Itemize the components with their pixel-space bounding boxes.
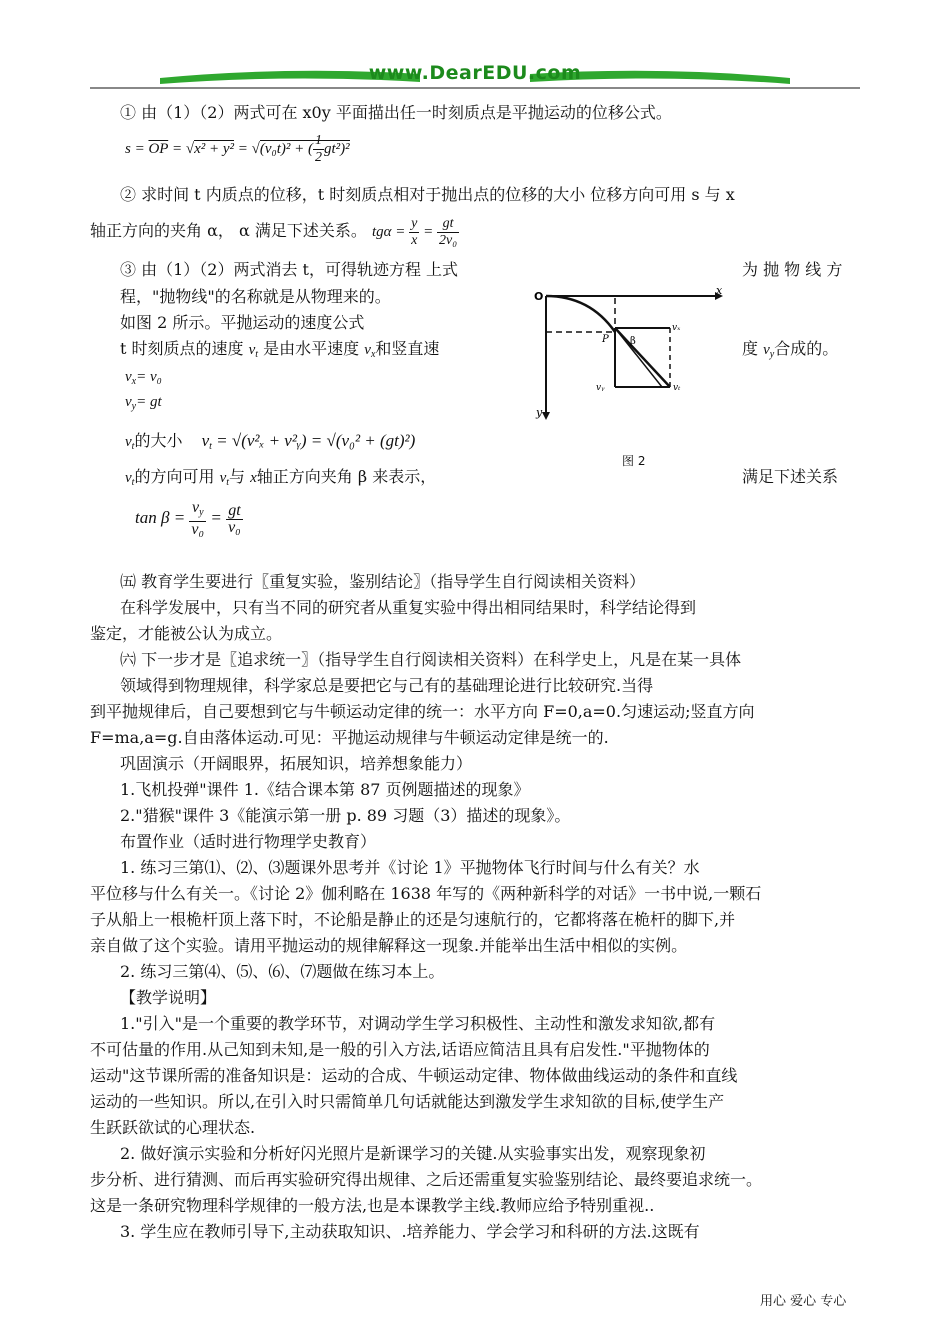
text-line: 这是一条研究物理科学规律的一般方法,也是本课教学主线.教师应给予特别重视.. xyxy=(90,1196,655,1215)
text-line: 满足下述关系 xyxy=(742,467,839,486)
formula-tan-beta: tan β = $\frac{v_y}{\text{v₀}}$ = $\frac{gt}{\text{v₀}}$ xyxy=(135,499,241,538)
text-line xyxy=(90,216,459,249)
text-line: 2. 练习三第⑷、⑸、⑹、⑺题做在练习本上。 xyxy=(120,962,445,981)
header-banner xyxy=(90,60,860,94)
formula-part: = gt xyxy=(136,394,162,410)
text-line: 到平抛规律后，自己要想到它与牛顿运动定律的统一：水平方向 F=0,a=0.匀速运动;竖直方向 xyxy=(90,702,755,721)
text-line xyxy=(125,466,436,494)
section-heading: 【教学说明】 xyxy=(120,988,217,1007)
beta-label: β xyxy=(630,336,636,347)
text-span: 轴正方向的夹角 α， α 满足下述关系。 xyxy=(90,220,367,240)
fraction-num: gt xyxy=(437,216,459,233)
footer-slogan: 用心 爱心 专心 xyxy=(760,1294,847,1309)
text-span: t 时刻质点的速度 xyxy=(120,339,244,358)
formula-displacement: $s = \overline{OP} = √x^2 + y^2 = √(v_0t)^2$ + ( $\frac{1}{2}$ gt²)² xyxy=(125,133,350,165)
fraction xyxy=(226,503,243,536)
fraction-den: 2v₀ xyxy=(438,233,458,248)
fraction-den: x xyxy=(411,233,418,248)
text-line: F=ma,a=g.自由落体运动.可见：平抛运动规律与牛顿运动定律是统一的. xyxy=(90,728,609,747)
formula-part: (v₀t)² + ( xyxy=(259,140,314,157)
formula-part: tan β = xyxy=(135,507,190,527)
text-line: ㈥ 下一步才是〖追求统一〗（指导学生自行阅读相关资料）在科学史上，凡是在某一具体 xyxy=(120,650,742,669)
formula-part: s = xyxy=(125,140,149,157)
text-span: 度 xyxy=(742,339,759,358)
trajectory-diagram xyxy=(530,282,730,472)
text-span: 与 xyxy=(229,467,246,486)
text-line: 为 抛 物 线 方 xyxy=(742,260,843,279)
site-logo[interactable]: www.DearEDU.com xyxy=(368,62,582,84)
fraction-num: gt xyxy=(226,503,243,520)
var-vt: $v_t$ xyxy=(248,342,259,360)
fraction xyxy=(409,216,419,249)
vt-label: vₜ xyxy=(673,383,681,393)
text-line: 1."引入"是一个重要的教学环节，对调动学生学习积极性、主动性和激发求知欲,都有 xyxy=(120,1014,716,1033)
text-line: 如图 2 所示。平抛运动的速度公式 xyxy=(120,313,365,332)
var-vt: $v_t$ xyxy=(219,470,230,488)
figure-caption: 图 2 xyxy=(622,454,646,468)
text-span: 合成的。 xyxy=(774,339,839,358)
formula-part: $\overline{OP}$ xyxy=(148,140,169,157)
var-vt: $v_t$ xyxy=(125,434,135,452)
text-line: ① 由（1）（2）两式可在 x0y 平面描出任一时刻质点是平抛运动的位移公式。 xyxy=(120,103,672,122)
text-line: 不可估量的作用.从己知到未知,是一般的引入方法,话语应简洁且具有启发性."平抛物体的 xyxy=(90,1040,710,1059)
formula-part: tgα = xyxy=(371,223,410,240)
text-line: 1.飞机投弹"课件 1.《结合课本第 87 页例题描述的现象》 xyxy=(120,780,530,799)
text-line: 巩固演示（开阔眼界，拓展知识，培养想象能力） xyxy=(120,754,473,773)
text-line xyxy=(742,338,838,366)
formula-part: x² + y² xyxy=(194,140,234,157)
text-line: 运动的一些知识。所以,在引入时只需简单几句话就能达到激发学生求知欲的目标,使学生产 xyxy=(90,1092,725,1111)
text-line: 鉴定，才能被公认为成立。 xyxy=(90,624,283,643)
vx-label: vₓ xyxy=(672,323,681,333)
text-line: 生跃跃欲试的心理状态. xyxy=(90,1118,256,1137)
formula-vt-magnitude: $v_t = √(v^2_x$ + v²ᵧ) = √(v₀² + (gt)²) xyxy=(201,431,416,452)
x-axis-label: x xyxy=(716,284,723,297)
text-line: 2."猎猴"课件 3《能演示第一册 p. 89 习题（3）描述的现象》。 xyxy=(120,806,571,825)
text-line: ② 求时间 t 内质点的位移，t 时刻质点相对于抛出点的位移的大小 位移方向可用 s 与 x xyxy=(120,185,735,204)
text-line: 2. 做好演示实验和分析好闪光照片是新课学习的关键.从实验事实出发，观察现象初 xyxy=(120,1144,706,1163)
text-span: 是由水平速度 xyxy=(263,339,360,358)
text-line: 1. 练习三第⑴、⑵、⑶题课外思考并《讨论 1》平抛物体飞行时间与什么有关？水 xyxy=(120,858,700,877)
point-label: P xyxy=(602,334,609,345)
text-line: 子从船上一根桅杆顶上落下时，不论船是静止的还是匀速航行的，它都将落在桅杆的脚下,并 xyxy=(90,910,736,929)
text-line: 平位移与什么有关一。《讨论 2》伽利略在 1638 年写的《两种新科学的对话》一书中说,一颗石 xyxy=(90,884,762,903)
text-line: 运动"这节课所需的准备知识是：运动的合成、牛顿运动定律、物体做曲线运动的条件和直线 xyxy=(90,1066,738,1085)
formula-part: gt²)² xyxy=(324,140,350,157)
text-line: 领域得到物理规律，科学家总是要把它与己有的基础理论进行比较研究.当得 xyxy=(120,676,654,695)
var-vx: $v_x$ xyxy=(364,342,376,360)
vy-label: vᵧ xyxy=(596,383,605,393)
var-vy: $v_y$ xyxy=(763,342,775,360)
text-line: 亲自做了这个实验。请用平抛运动的规律解释这一现象.并能举出生活中相似的实例。 xyxy=(90,936,688,955)
fraction xyxy=(313,133,324,166)
text-line: 在科学发展中，只有当不同的研究者从重复实验中得出相同结果时，科学结论得到 xyxy=(120,598,697,617)
text-line: ③ 由（1）（2）两式消去 t，可得轨迹方程 上式 xyxy=(120,260,459,279)
text-line: 程，"抛物线"的名称就是从物理来的。 xyxy=(120,287,391,306)
var-x: x xyxy=(250,470,257,486)
formula-part: = √(v²ₓ + v²ᵧ) = √(v₀² + (gt)²) xyxy=(216,431,416,450)
text-line: 布置作业（适时进行物理学史教育） xyxy=(120,832,377,851)
fraction-den: 2 xyxy=(315,150,323,165)
text-line: ㈤ 教育学生要进行〖重复实验，鉴别结论〗（指导学生自行阅读相关资料） xyxy=(120,572,646,591)
fraction xyxy=(437,216,459,249)
text-line: 3. 学生应在教师引导下,主动获取知识、.培养能力、学会学习和科研的方法.这既有 xyxy=(120,1222,700,1241)
text-line: 步分析、进行猜测、而后再实验研究得出规律、之后还需重复实验鉴别结论、最终要追求统一。 xyxy=(90,1170,763,1189)
formula-vy: $v_y=$ gt xyxy=(125,394,162,412)
formula-part: = v₀ xyxy=(136,369,162,385)
fraction xyxy=(189,500,206,538)
var-vt: $v_t$ xyxy=(125,470,135,488)
origin-label: O xyxy=(534,290,544,303)
fraction-den: v₀ xyxy=(228,518,241,536)
figure-2-trajectory xyxy=(530,282,730,472)
fraction-num: $v_y$ xyxy=(189,500,206,522)
formula-vx: $v_x= v_0$ xyxy=(125,369,162,387)
formula-tg: tgα = $\frac{y}{x}$ = $\frac{gt}{\text{2v₀}}$ xyxy=(371,216,458,248)
y-axis-label: y xyxy=(536,406,543,419)
text-line xyxy=(125,430,415,458)
text-span: 和竖直速 xyxy=(375,339,440,358)
text-span: 的方向可用 xyxy=(134,467,215,486)
fraction-num: y xyxy=(411,216,418,231)
text-span: 的大小 xyxy=(134,431,183,450)
fraction-den: v₀ xyxy=(191,521,205,538)
text-line xyxy=(120,338,439,366)
fraction-num: 1 xyxy=(315,133,323,148)
text-span: 轴正方向夹角 β 来表示， xyxy=(256,467,437,486)
